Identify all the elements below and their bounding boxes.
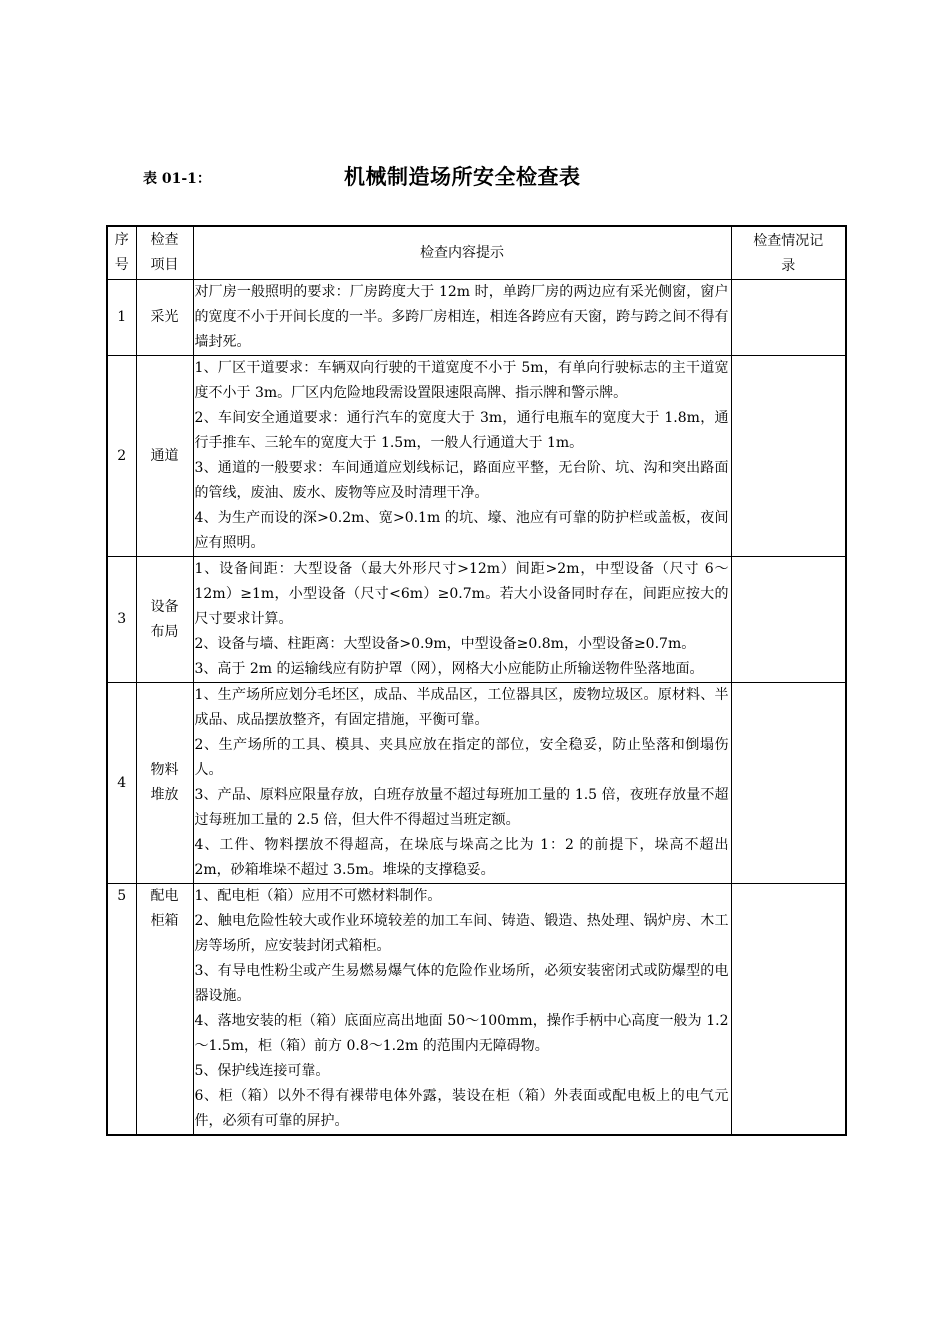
content-line: 4、工件、物料摆放不得超高，在垛底与垛高之比为 1：2 的前提下，垛高不超出 2m，砂箱堆垛不超过 3.5m。堆垛的支撑稳妥。 — [194, 837, 729, 878]
row-item: 设备布局 — [136, 557, 193, 683]
safety-checklist-table — [106, 225, 847, 1136]
header-record: 检查情况记录 — [731, 226, 846, 280]
row-record-cell[interactable] — [731, 557, 846, 683]
row-item: 物料堆放 — [136, 683, 193, 884]
row-record-cell[interactable] — [731, 356, 846, 557]
row-seq: 5 — [107, 884, 136, 1136]
content-line: 对厂房一般照明的要求：厂房跨度大于 12m 时，单跨厂房的两边应有采光侧窗，窗户的宽度不小于开间长度的一半。多跨厂房相连，相连各跨应有天窗，跨与跨之间不得有墙封死。 — [194, 284, 729, 350]
row-content — [193, 884, 731, 1136]
content-line: 3、高于 2m 的运输线应有防护罩（网），网格大小应能防止所输送物件坠落地面。 — [194, 661, 704, 677]
header-seq: 序号 — [107, 226, 136, 280]
row-seq: 2 — [107, 356, 136, 557]
content-line: 2、生产场所的工具、模具、夹具应放在指定的部位，安全稳妥，防止坠落和倒塌伤人。 — [194, 737, 729, 778]
table-number-label: 表 01-1： — [143, 171, 211, 187]
content-line: 1、配电柜（箱）应用不可燃材料制作。 — [194, 888, 442, 904]
content-line: 2、设备与墙、柱距离：大型设备>0.9m，中型设备≥0.8m，小型设备≥0.7m。 — [194, 636, 696, 652]
content-line: 3、产品、原料应限量存放，白班存放量不超过每班加工量的 1.5 倍，夜班存放量不超过每班加工量的 2.5 倍，但大件不得超过当班定额。 — [194, 787, 729, 828]
row-item: 通道 — [136, 356, 193, 557]
row-item: 配电柜箱 — [136, 884, 193, 1136]
table-row — [107, 683, 846, 884]
content-line: 1、生产场所应划分毛坯区，成品、半成品区，工位器具区，废物垃圾区。原材料、半成品、成品摆放整齐，有固定措施，平衡可靠。 — [194, 687, 729, 728]
document-title: 机械制造场所安全检查表 — [344, 164, 581, 189]
header-item: 检查项目 — [136, 226, 193, 280]
content-line: 1、设备间距：大型设备（最大外形尺寸>12m）间距>2m，中型设备（尺寸 6～12m）≥1m，小型设备（尺寸<6m）≥0.7m。若大小设备同时存在，间距应按大的尺寸要求计算。 — [194, 561, 729, 627]
row-content — [193, 683, 731, 884]
content-line: 2、车间安全通道要求：通行汽车的宽度大于 3m，通行电瓶车的宽度大于 1.8m，通行手推车、三轮车的宽度大于 1.5m，一般人行通道大于 1m。 — [194, 410, 729, 451]
content-line: 4、为生产而设的深>0.2m、宽>0.1m 的坑、壕、池应有可靠的防护栏或盖板，夜间应有照明。 — [194, 510, 729, 551]
row-seq: 4 — [107, 683, 136, 884]
row-content — [193, 557, 731, 683]
row-content — [193, 356, 731, 557]
content-line: 3、通道的一般要求：车间通道应划线标记，路面应平整，无台阶、坑、沟和突出路面的管线，废油、废水、废物等应及时清理干净。 — [194, 460, 729, 501]
table-row — [107, 280, 846, 356]
content-line: 2、触电危险性较大或作业环境较差的加工车间、铸造、锻造、热处理、锅炉房、木工房等场所，应安装封闭式箱柜。 — [194, 913, 729, 954]
row-record-cell[interactable] — [731, 884, 846, 1136]
table-header-row — [107, 226, 846, 280]
row-record-cell[interactable] — [731, 280, 846, 356]
content-line: 1、厂区干道要求：车辆双向行驶的干道宽度不小于 5m，有单向行驶标志的主干道宽度不小于 3m。厂区内危险地段需设置限速限高牌、指示牌和警示牌。 — [194, 360, 729, 401]
content-line: 6、柜（箱）以外不得有裸带电体外露，装设在柜（箱）外表面或配电板上的电气元件，必须有可靠的屏护。 — [194, 1088, 729, 1129]
row-seq: 1 — [107, 280, 136, 356]
row-content — [193, 280, 731, 356]
header-content: 检查内容提示 — [193, 226, 731, 280]
table-row — [107, 884, 846, 1136]
table-row — [107, 356, 846, 557]
table-row — [107, 557, 846, 683]
content-line: 4、落地安装的柜（箱）底面应高出地面 50～100mm，操作手柄中心高度一般为 1.2～1.5m，柜（箱）前方 0.8～1.2m 的范围内无障碍物。 — [194, 1013, 729, 1054]
row-item: 采光 — [136, 280, 193, 356]
row-record-cell[interactable] — [731, 683, 846, 884]
row-seq: 3 — [107, 557, 136, 683]
content-line: 3、有导电性粉尘或产生易燃易爆气体的危险作业场所，必须安装密闭式或防爆型的电器设施。 — [194, 963, 729, 1004]
content-line: 5、保护线连接可靠。 — [194, 1063, 330, 1079]
